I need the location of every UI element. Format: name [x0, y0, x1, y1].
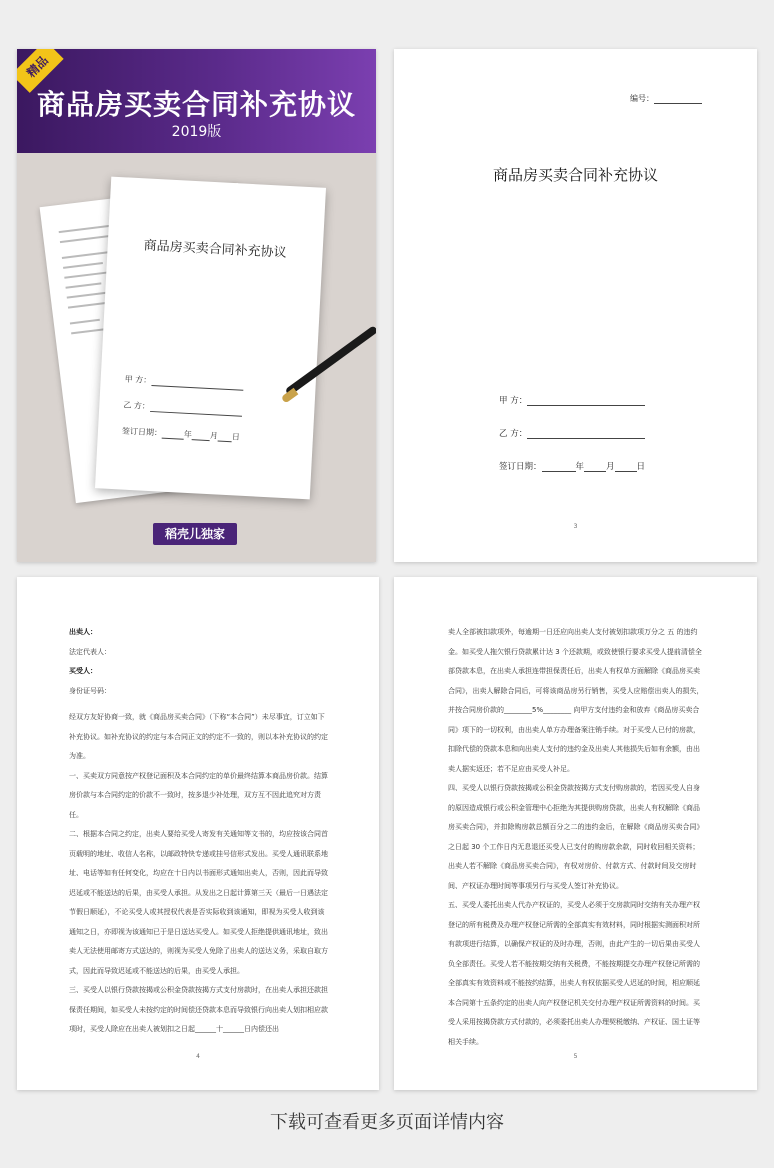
paper-sign-date: 签订日期： 年 月 日: [121, 426, 241, 442]
paragraph: 经双方友好协商一致，就《商品房买卖合同》（下称“本合同”）未尽事宜，订立如下补充协议。如补充协议的约定与本合同正文的约定不一致的，则以本补充协议的约定为准。: [69, 713, 328, 760]
party-a-field: 甲 方：: [499, 394, 645, 406]
page-number: 5: [573, 1053, 578, 1060]
paper-party-a: 甲 方：: [124, 374, 243, 391]
cover-title: 商品房买卖合同补充协议: [36, 88, 356, 121]
exclusive-label: 稻壳儿独家: [153, 523, 237, 545]
id-number-label: 身份证号码：: [69, 686, 111, 695]
cover-page: [17, 49, 376, 562]
cover-banner: [17, 49, 376, 153]
title-page-title: 商品房买卖合同补充协议: [492, 166, 658, 184]
buyer-label: 买受人：: [69, 667, 97, 675]
download-hint[interactable]: 下载可查看更多页面详情内容: [270, 1112, 504, 1133]
title-page: [394, 49, 757, 562]
legal-rep-label: 法定代表人：: [69, 647, 111, 656]
page-number: 4: [196, 1053, 200, 1060]
contract-page-4: [17, 577, 379, 1090]
page-5-text: [448, 623, 706, 1052]
contract-page-5: [394, 577, 757, 1090]
paragraph: 三、买受人以银行贷款按揭或公积金贷款按揭方式支付房款时，在出卖人承担还款担保责任期间，如买受人未按约定的时间偿还贷款本息而导致银行向出卖人划扣相应款项时，买受人除应在出卖人被划扣之日起______十______日内偿还出: [69, 986, 328, 1033]
page-4-text: [69, 623, 331, 1040]
seller-label: 出卖人：: [69, 628, 97, 636]
serial-number: 编号：: [630, 93, 702, 104]
premium-badge: 精品: [17, 49, 64, 93]
paper-title: 商品房买卖合同补充协议: [143, 238, 287, 261]
paragraph: 卖人全部被扣款项外，每逾期一日还应向出卖人支付被划扣款项万分之 五 的违约金。如买受人拖欠银行贷款累计达 3 个还款期，或致使银行要求买受人提前清偿全部贷款本息，在出卖人承担连带担保责任后，出卖人有权单方面解除《商品房买卖合同》，出卖人解除合同后，可将该商品房另行销售，买受人应赔偿出卖人的损失，并按合同房价款的________5%________ 向甲方支付违约金和放弃《商品房买卖合同》项下的一切权利，由出卖人单方办理备案注销手续。对于买受人已付的房款，扣除代偿的贷款本息和向出卖人支付的违约金及出卖人其他损失后如有余额，由出卖人据实返还；若不足应由买受人补足。: [448, 628, 704, 773]
paragraph: 一、买卖双方同意按产权登记面积及本合同约定的单价最终结算本商品房价款。结算房价款与本合同约定的价款不一致时，按多退少补处理，双方互不因此追究对方责任。: [69, 771, 328, 819]
paper-party-b: 乙 方：: [123, 400, 242, 417]
sign-date-field: 签订日期： 年 月 日: [499, 462, 646, 472]
paragraph: 四、买受人以银行贷款按揭或公积金贷款按揭方式支付购房款的，若因买受人自身的原因造成银行或公积金管理中心拒绝为其提供购房贷款，出卖人有权解除《商品房买卖合同》，并扣除购房款总额百分之二的违约金后，在解除《商品房买卖合同》之日起 30 个工作日内无息退还买受人已支付的购房款余款，同时收回相关资料；出卖人若不解除《商品房买卖合同》，有权对房价、付款方式、付款时间及交房时间、产权证办理时间等事项另行与买受人签订补充协议。: [448, 784, 704, 890]
cover-year: 2019版: [171, 124, 222, 140]
page-number: 3: [573, 523, 578, 530]
front-paper-illustration: [95, 177, 326, 500]
paragraph: 五、买受人委托出卖人代办产权证的，买受人必须于交房款同时交纳有关办理产权登记的所有税费及办理产权登记所需的全部真实有效材料，同时根据实测面积对所有款项进行结算，以确保产权证的及时办理，否则，由此产生的一切后果由买受人负全部责任。买受人若不能按期交纳有关税费，不能按期提交办理产权登记所需的全部真实有效资料或不能按约结算，出卖人有权依据买受人迟延的时间，相应顺延本合同第十五条约定的出卖人向产权登记机关交付办理产权证所需资料的时间。买受人采用按揭贷款方式付款的，必须委托出卖人办理契税缴纳、产权证、国土证等相关手续。: [448, 901, 700, 1046]
paragraph: 二、根据本合同之约定，出卖人要给买受人寄发有关通知等文书的，均应按该合同首页载明的地址、收信人名称，以邮政特快专递或挂号信形式发出。买受人通讯联系地址、电话等如有任何变化，均应在十日内以书面形式通知出卖人，否则，因此而导致迟延或不能送达的后果，由买受人承担。从发出之日起计算第三天（最后一日遇法定节假日顺延），不论买受人或其授权代表是否实际收到该通知，即视为买受人收到该通知之日，亦即视为该通知已于是日送达买受人。如买受人拒绝提供通讯地址，致出卖人无法使用邮寄方式送达的，则视为买受人免除了出卖人的送达义务，采取自取方式，因此而导致迟延或不能送达的后果，由买受人承担。: [69, 830, 328, 975]
party-b-field: 乙 方：: [499, 427, 645, 439]
